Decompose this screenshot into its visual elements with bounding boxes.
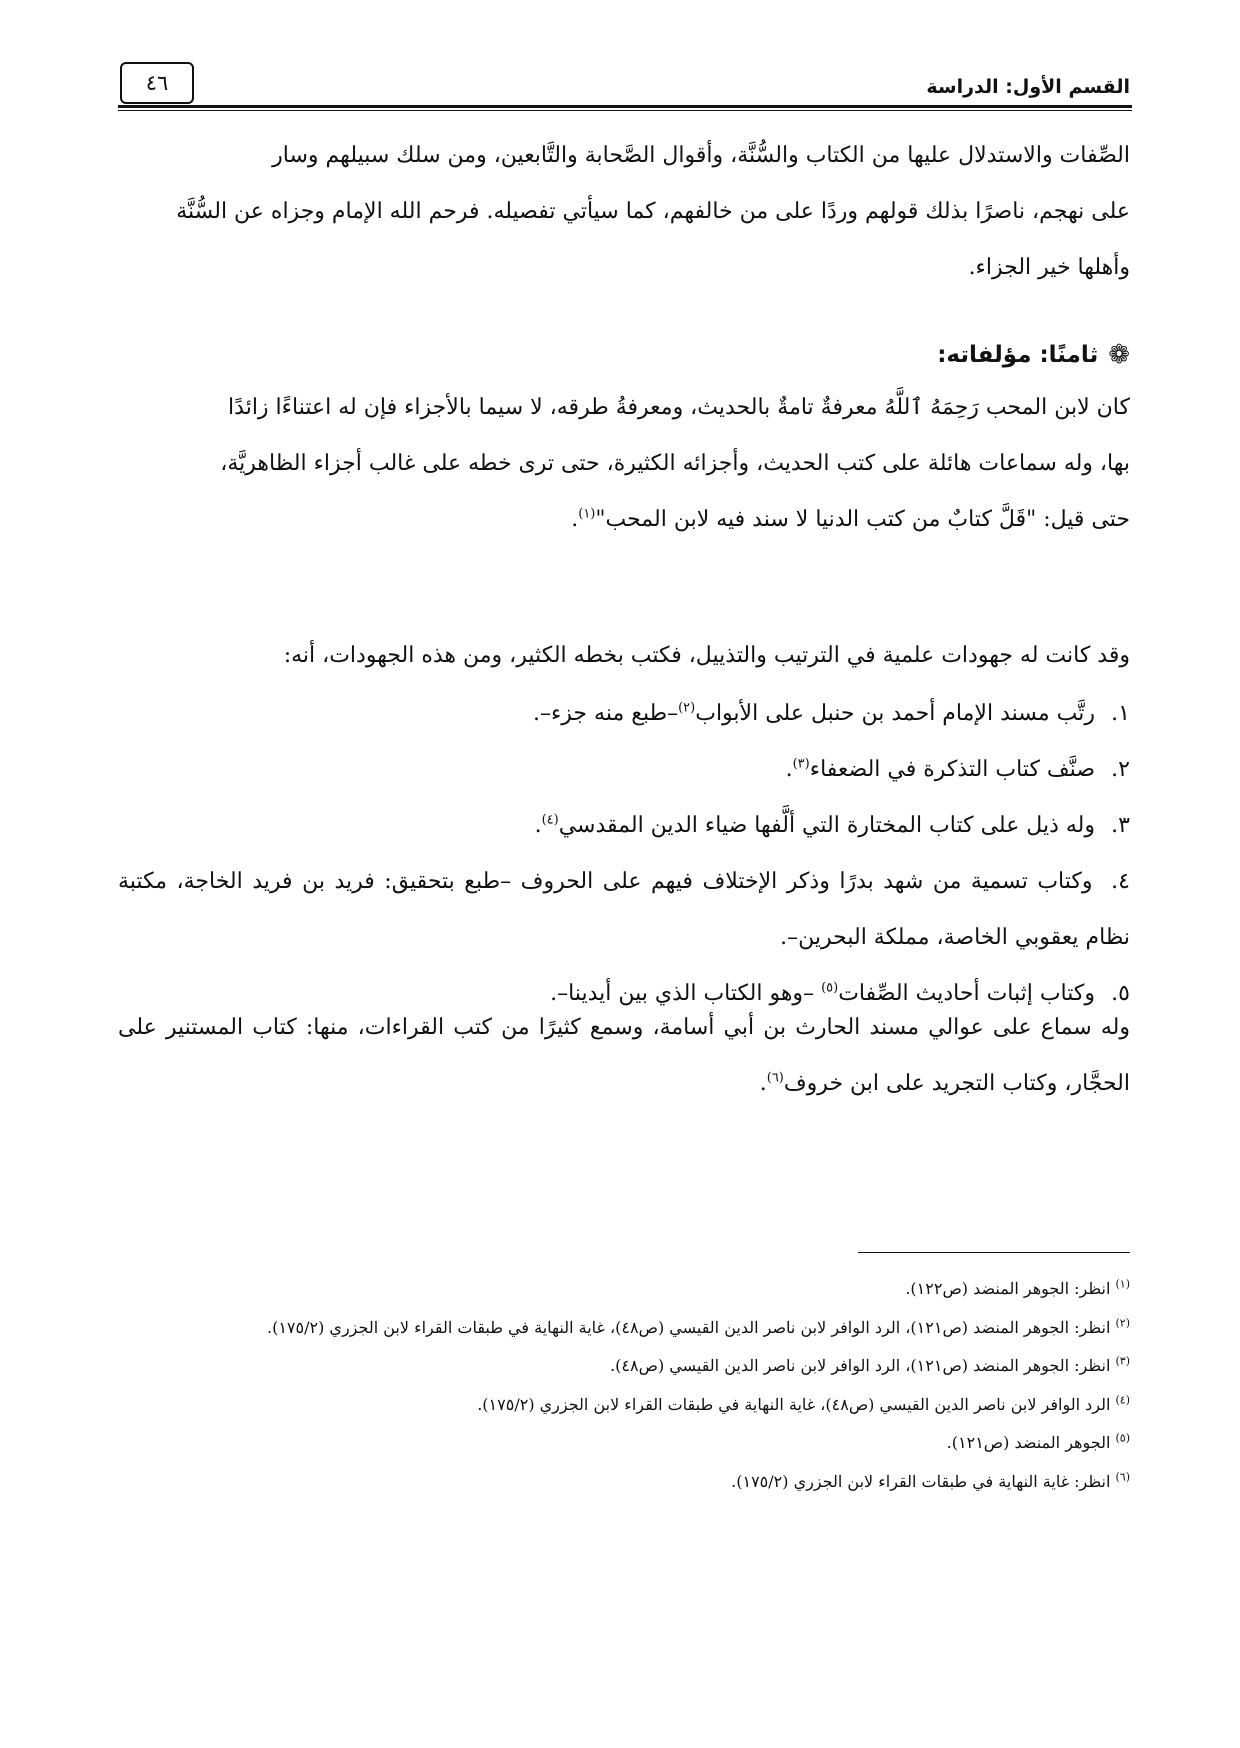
footnote-number: (٦) <box>1115 1470 1130 1484</box>
works-intro-paragraph <box>118 380 1130 548</box>
footnote-ref: (٣) <box>792 756 810 772</box>
footnote-number: (٣) <box>1115 1354 1130 1368</box>
footnote-ref: (٤) <box>541 812 559 828</box>
footnote-text: الجوهر المنضد (ص١٢١). <box>946 1433 1116 1452</box>
footnote-ref: (٢) <box>678 700 696 716</box>
efforts-paragraph <box>118 628 1130 684</box>
footnote <box>118 1309 1130 1348</box>
text-line: على نهجم، ناصرًا بذلك قولهم وردًا على من خالفهم، كما سيأتي تفصيله. فرحم الله الإمام وجزاه عن السُّنَّة <box>176 199 1130 224</box>
intro-paragraph <box>118 128 1130 296</box>
list-number: ٣. <box>1111 813 1130 838</box>
list-item <box>118 798 1130 854</box>
footnote-text: الرد الوافر لابن ناصر الدين القيسي (ص٤٨)، غاية النهاية في طبقات القراء لابن الجزري (١٧٥/٢). <box>477 1394 1116 1414</box>
text-line: وقد كانت له جهودات علمية في الترتيب والتذييل، فكتب بخطه الكثير، ومن هذه الجهودات، أنه: <box>283 643 1130 668</box>
list-number: ١. <box>1111 701 1130 726</box>
list-number: ٥. <box>1111 981 1130 1006</box>
list-text: وكتاب تسمية من شهد بدرًا وذكر الإختلاف فيهم على الحروف –طبع بتحقيق: فريد بن فريد الخاجة، مكتبة نظام يعقوبي الخاصة، مملكة البحرين–. <box>118 869 1130 950</box>
text-line <box>118 492 1130 548</box>
footnotes <box>118 1270 1130 1501</box>
footnote <box>118 1424 1130 1463</box>
section-heading <box>937 340 1130 370</box>
list-item <box>118 854 1130 966</box>
paragraph-text: وله سماع على عوالي مسند الحارث بن أبي أسامة، وسمع كثيرًا من كتب القراءات، منها: كتاب المستنير على الحجَّار، وكتاب التجريد على ابن خروف <box>118 1015 1130 1096</box>
footnote <box>118 1386 1130 1425</box>
text-line: بها، وله سماعات هائلة على كتب الحديث، وأجزائه الكثيرة، حتى ترى خطه على غالب أجزاء الظاهريَّة، <box>220 451 1130 476</box>
footnote-text: انظر: الجوهر المنضد (ص١٢٢). <box>905 1279 1116 1298</box>
footnote <box>118 1347 1130 1386</box>
list-text-after: –طبع منه جزء–. <box>532 701 679 726</box>
punctuation: . <box>571 507 579 532</box>
text-line <box>118 1000 1130 1112</box>
footnote-text: انظر: الجوهر المنضد (ص١٢١)، الرد الوافر لابن ناصر الدين القيسي (ص٤٨)، غاية النهاية في طبقات القراء لابن الجزري (١٧٥/٢). <box>267 1317 1116 1337</box>
footnote <box>118 1463 1130 1502</box>
page-number-box <box>120 62 194 104</box>
list-item <box>118 686 1130 742</box>
header-rule <box>118 105 1132 108</box>
punctuation: . <box>759 1071 767 1096</box>
list-text-after: . <box>785 757 793 782</box>
list-text: وله ذيل على كتاب المختارة التي ألَّفها ضياء الدين المقدسي <box>558 813 1102 838</box>
footnote-number: (٢) <box>1115 1316 1130 1330</box>
list-text: صنَّف كتاب التذكرة في الضعفاء <box>809 757 1102 782</box>
list-text-after: . <box>534 813 542 838</box>
footnote-ref: (٦) <box>766 1070 784 1086</box>
section-title: ثامنًا: مؤلفاته: <box>937 342 1099 368</box>
footnote-ref: (١) <box>578 506 596 522</box>
footnote-text: انظر: الجوهر المنضد (ص١٢١)، الرد الوافر لابن ناصر الدين القيسي (ص٤٨). <box>610 1356 1116 1375</box>
page-number: ٤٦ <box>145 71 169 95</box>
list-text: رتَّب مسند الإمام أحمد بن حنبل على الأبواب <box>695 701 1102 726</box>
list-text-after: –وهو الكتاب الذي بين أيدينا–. <box>550 981 822 1006</box>
text-line: الصِّفات والاستدلال عليها من الكتاب والسُّنَّة، وأقوال الصَّحابة والتَّابعين، ومن سلك سبيلهم وسار <box>272 143 1130 168</box>
flower-icon: ❁ <box>1108 340 1130 370</box>
list-text: وكتاب إثبات أحاديث الصِّفات <box>838 981 1102 1006</box>
works-list <box>118 686 1130 1022</box>
footnote <box>118 1270 1130 1309</box>
footnote-separator <box>858 1252 1130 1253</box>
text-line: وأهلها خير الجزاء. <box>968 255 1130 280</box>
quote-text: حتى قيل: "قَلَّ كتابٌ من كتب الدنيا لا سند فيه لابن المحب" <box>595 507 1130 532</box>
footnote-ref: (٥) <box>821 980 839 996</box>
readings-paragraph <box>118 1000 1130 1112</box>
list-item <box>118 742 1130 798</box>
footnote-number: (١) <box>1115 1277 1130 1291</box>
footnote-number: (٤) <box>1115 1393 1130 1407</box>
list-number: ٤. <box>1111 869 1130 894</box>
list-number: ٢. <box>1111 757 1130 782</box>
running-header-title: القسم الأول: الدراسة <box>926 76 1130 98</box>
header-rule-thin <box>118 110 1132 111</box>
footnote-text: انظر: غاية النهاية في طبقات القراء لابن الجزري (١٧٥/٢). <box>731 1471 1116 1491</box>
text-line: كان لابن المحب رَحِمَهُ ٱللَّهُ معرفةٌ تامةٌ بالحديث، ومعرفةُ طرقه، لا سيما بالأجزاء فإن له اعتناءًا زائدًا <box>228 395 1130 420</box>
footnote-number: (٥) <box>1115 1431 1130 1445</box>
